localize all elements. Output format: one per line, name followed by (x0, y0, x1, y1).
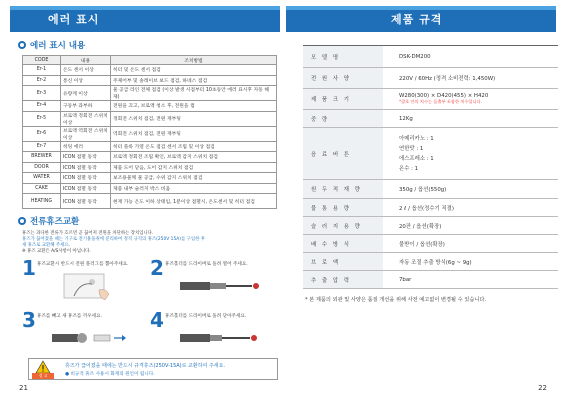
cell-desc: 온도 센서 이상 (61, 65, 111, 76)
spec-value (383, 271, 558, 289)
table-row (23, 86, 277, 101)
cell-desc: 통신 이상 (61, 75, 111, 86)
spec-value-line: DSK-DM200 (399, 53, 431, 60)
step-3 (22, 308, 142, 356)
spec-value-line: 2 ℓ / 옵션(정수기 직결) (399, 205, 454, 212)
section-title: 에러 표시 내용 (30, 41, 86, 51)
spec-value (383, 68, 558, 89)
fuse-text-line: 휴즈는 과다한 전류가 흐르면 곧 끊어져 전원을 차단하는 장치입니다. (22, 231, 154, 236)
page-number: 22 (538, 384, 547, 392)
cell-action: 물 공급 라인 전체 점검 (이상 발생 시점부터 10초동안 에러 표시후 자동 해제) (111, 86, 277, 101)
cell-desc: 구동부 과부하 (61, 101, 111, 112)
error-code-table (22, 55, 277, 209)
column-header-desc: 내용 (61, 56, 111, 65)
fuse-replace-icon (44, 322, 134, 352)
cell-action: 역회전 스위치 점검, 전원 재부팅 (111, 126, 277, 141)
cell-code: WATER (23, 173, 61, 184)
cell-code: HEATING (23, 194, 61, 209)
spec-value (383, 46, 558, 68)
table-row (23, 126, 277, 141)
table-row (23, 65, 277, 76)
unplug-illustration-icon (44, 270, 134, 300)
cell-desc: 유량계 이상 (61, 86, 111, 101)
spec-key: 중 량 (303, 110, 383, 128)
cell-action: 브로액 정회전 조립 확인, 브로액 감지 스위치 점검 (111, 152, 277, 163)
step-text: 휴즈교환시 반드시 전원 플러그를 뽑아주세요. (37, 262, 129, 267)
warning-line-1: 휴즈가 끊어졌을 때에는 반드시 규격휴즈(250V-15A)로 교환하여 주세요. (65, 363, 226, 369)
cell-code: CAKE (23, 183, 61, 194)
spec-row (303, 89, 558, 110)
spec-row (303, 235, 558, 253)
section-fuse (18, 215, 283, 227)
right-page (283, 0, 566, 400)
spec-value-line: 7bar (399, 276, 412, 283)
fuse-text-line: 새 휴즈로 교환해 주세요. (22, 243, 70, 248)
fuse-instructions (22, 231, 274, 255)
cell-action: 현재 가능 온도 이하 상태임, 1분이상 점멸시, 온도센서 및 히터 점검 (111, 194, 277, 209)
column-header-action: 조치방법 (111, 56, 277, 65)
warning-triangle-icon (35, 360, 51, 374)
section-title: 전류휴즈교환 (30, 217, 80, 227)
cell-action: 정회전 스위치 점검, 전원 재부팅 (111, 111, 277, 126)
spec-value-line: 연한맛 : 1 (399, 145, 424, 152)
cell-desc: 브로액 정회전 스위치 이상 (61, 111, 111, 126)
cell-desc: ICON 점멸 동작 (61, 194, 111, 209)
step-number: 4 (150, 308, 164, 332)
product-spec-header (286, 6, 556, 32)
cell-code: DOOR (23, 162, 61, 173)
step-number: 3 (22, 308, 36, 332)
cell-code: Er-2 (23, 75, 61, 86)
cell-action: 히터 및 온도 센서 점검 (111, 65, 277, 76)
step-number: 1 (22, 256, 36, 280)
spec-value (383, 128, 558, 180)
cell-action: 제품 도어 닫음, 도어 감지 스위치 점검 (111, 162, 277, 173)
table-row (23, 173, 277, 184)
spec-value-line: 12Kg (399, 115, 413, 122)
spec-row (303, 128, 558, 180)
spec-value (383, 180, 558, 199)
spec-table-body (303, 46, 558, 289)
bullet-icon (18, 217, 26, 225)
warning-box (28, 358, 278, 380)
cell-code: Er-4 (23, 101, 61, 112)
cell-desc: 히팅 에러 (61, 141, 111, 152)
table-row (23, 141, 277, 152)
fuse-steps (22, 256, 277, 356)
spec-key: 슬 러 지 용 량 (303, 217, 383, 235)
cell-desc: 브로액 역회전 스위치 이상 (61, 126, 111, 141)
table-row (23, 183, 277, 194)
cell-code: Er-7 (23, 141, 61, 152)
section-error-content (18, 39, 283, 51)
cell-action: 전원을 끄고, 브로액 청소 후, 전원을 켬 (111, 101, 277, 112)
spec-row (303, 217, 558, 235)
spec-value-line: 물받이 / 옵션(확장) (399, 241, 445, 248)
cell-desc: ICON 점멸 동작 (61, 162, 111, 173)
step-text: 휴즈를 빼고 새 휴즈를 끼우세요. (37, 314, 102, 319)
cell-action: 히터 플룩 가열 온도 점검 센서 조립 및 이상 점검 (111, 141, 277, 152)
cell-action: 제품 내부 슬러지 박스 비움 (111, 183, 277, 194)
fuse-text-line: 휴즈가 끊어졌을 때는 기구로 전기용품취에 분리하여 정격 규격의 휴즈(250V 15A)를 구입한 후 (22, 237, 205, 242)
spec-value (383, 199, 558, 217)
page-title: 에러 표시 (48, 13, 100, 26)
spec-row (303, 46, 558, 68)
spec-key: 전 원 사 양 (303, 68, 383, 89)
spec-row (303, 199, 558, 217)
fuse-holder-open-icon (172, 270, 262, 300)
spec-footnote: *괄호 안의 치수는 돌출부 포함한 치수입니다. (399, 99, 482, 104)
step-2 (150, 256, 270, 304)
step-text: 휴즈홀더를 드라이버로 돌려 닫아주세요. (165, 314, 247, 319)
cell-desc: ICON 점멸 동작 (61, 152, 111, 163)
spec-key: 음 료 버 튼 (303, 128, 383, 180)
table-row (23, 152, 277, 163)
spec-value (383, 253, 558, 271)
spec-key: 추 출 압 력 (303, 271, 383, 289)
warning-label: 경 고 (32, 373, 54, 379)
cell-desc: ICON 점멸 동작 (61, 173, 111, 184)
step-number: 2 (150, 256, 164, 280)
bullet-icon (18, 41, 26, 49)
step-1 (22, 256, 142, 304)
spec-row (303, 271, 558, 289)
page-title: 제품 규격 (391, 13, 443, 26)
spec-value-line: W280(300) × D420(455) × H420 (399, 93, 489, 99)
cell-action: 주제어부 및 솔레이브 보드 점검, 하네스 점검 (111, 75, 277, 86)
cell-code: BREWER (23, 152, 61, 163)
spec-row (303, 110, 558, 128)
spec-value-line: 에스프레소 : 1 (399, 155, 434, 162)
spec-value (383, 110, 558, 128)
cell-desc: ICON 점멸 동작 (61, 183, 111, 194)
spec-table (303, 45, 558, 289)
spec-value-line: 350g / 옵션(550g) (399, 187, 447, 193)
spec-value-line: 20잔 / 옵션(확장) (399, 223, 442, 230)
spec-key: 제 품 크 기 (303, 89, 383, 110)
spec-key: 원 두 적 재 량 (303, 180, 383, 199)
table-row (23, 194, 277, 209)
cell-code: Er-1 (23, 65, 61, 76)
spec-value (383, 89, 558, 110)
cell-code: Er-6 (23, 126, 61, 141)
step-text: 휴즈홀더를 드라이버로 돌려 열어 주세요. (165, 262, 248, 267)
spec-row (303, 180, 558, 199)
spec-value-line: 온수 : 1 (399, 165, 419, 172)
page-number: 21 (19, 384, 28, 392)
step-4 (150, 308, 270, 356)
spec-value-line: 아메리카노 : 1 (399, 135, 434, 142)
table-row (23, 75, 277, 86)
warning-line-2: ● 비규격 휴즈 사용시 화재의 원인이 됩니다. (65, 372, 155, 377)
spec-value (383, 235, 558, 253)
spec-key: 배 수 방 식 (303, 235, 383, 253)
fuse-holder-close-icon (172, 322, 262, 352)
table-row (23, 111, 277, 126)
spec-value-line: 220V / 60Hz (정격 소비전력: 1,450W) (399, 76, 496, 82)
cell-action: 보조용물께 물 공급, 수위 감지 스위치 점검 (111, 173, 277, 184)
cell-code: Er-3 (23, 86, 61, 101)
table-header-row (23, 56, 277, 65)
spec-row (303, 253, 558, 271)
spec-key: 모 델 명 (303, 46, 383, 68)
spec-key: 물 통 용 량 (303, 199, 383, 217)
spec-key: 브 로 액 (303, 253, 383, 271)
fuse-text-line: ※ 휴즈 교환은 A/S사항이 아닙니다. (22, 249, 91, 254)
error-display-header (10, 6, 280, 32)
spec-note: * 본 제품의 외관 및 사양은 품질 개선을 위해 사전 예고없이 변경될 수 있습니다. (305, 297, 487, 303)
table-row (23, 101, 277, 112)
header-accent-bar (286, 6, 556, 10)
cell-code: Er-5 (23, 111, 61, 126)
spec-value-line: 자동 조절 추출 방식(6g ~ 9g) (399, 259, 472, 266)
table-row (23, 162, 277, 173)
spec-value (383, 217, 558, 235)
spec-row (303, 68, 558, 89)
column-header-code: CODE (23, 56, 61, 65)
error-table-body (23, 65, 277, 209)
header-accent-bar (10, 6, 280, 10)
